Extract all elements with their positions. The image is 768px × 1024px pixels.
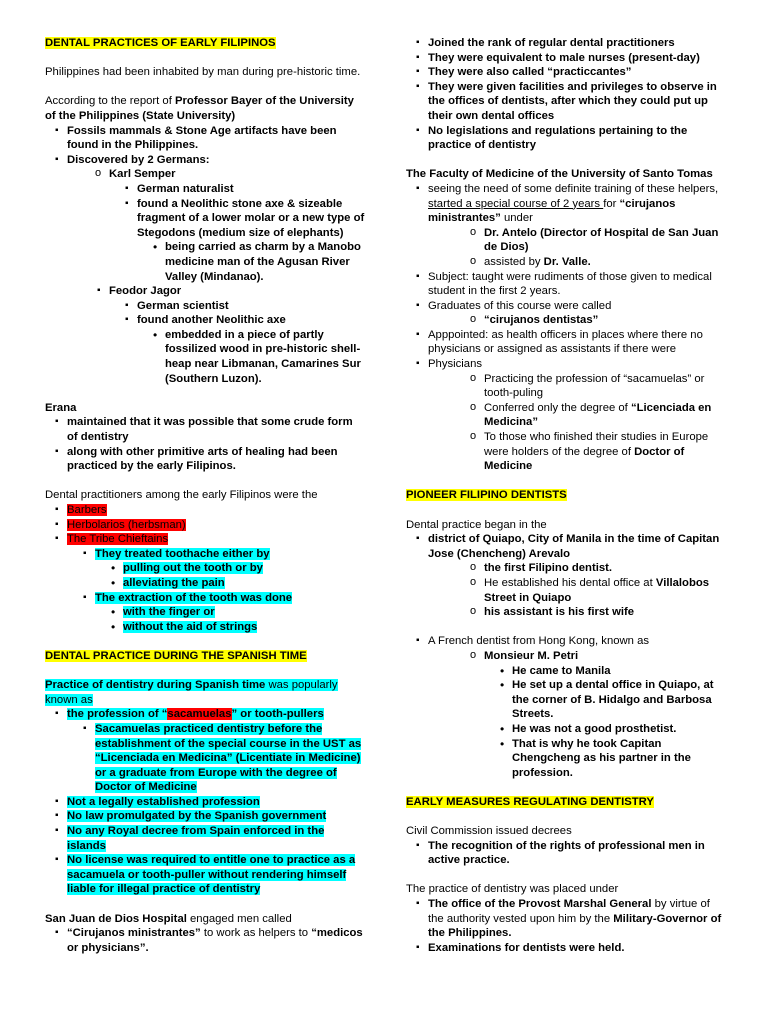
list-item: ▪ Joined the rank of regular dental practitioners bbox=[406, 36, 726, 51]
paragraph-prehistoric: Philippines had been inhabited by man during pre-historic time. bbox=[45, 66, 361, 79]
section-heading-pioneer-dentists: PIONEER FILIPINO DENTISTS bbox=[406, 489, 567, 502]
list-item: • That is why he took Capitan Chengcheng as his partner in the profession. bbox=[498, 737, 726, 781]
section-heading-spanish-time: DENTAL PRACTICE DURING THE SPANISH TIME bbox=[45, 649, 307, 662]
paragraph-dental-began: Dental practice began in the bbox=[406, 518, 547, 531]
list-item: • He set up a dental office in Quiapo, at the corner of B. Hidalgo and Barbosa Streets. bbox=[498, 678, 726, 722]
list-civil bbox=[406, 839, 726, 868]
list-item: ▪ They were equivalent to male nurses (present-day) bbox=[406, 51, 726, 66]
list-item: ▪ seeing the need of some definite training of these helpers, started a special course of 2 years for “cirujanos ministrantes” under o Dr. Antelo (Director of Hospital de San Juan de Dios) o assisted by Dr. Valle. bbox=[406, 182, 726, 270]
list-item: • alleviating the pain bbox=[109, 576, 365, 591]
list-item: ▪ No any Royal decree from Spain enforced in the islands bbox=[45, 824, 365, 853]
list-item: o “cirujanos dentistas” bbox=[470, 313, 726, 328]
list-item: ▪ the profession of “sacamuelas” or tooth-pullers ▪ Sacamuelas practiced dentistry before the establishment of the special course in the UST as “Licenciada en Medicina” (Licentiate in Medicine) or a graduate from Europe with the degree of Doctor of Medicine bbox=[45, 707, 365, 795]
section-heading-early-measures: EARLY MEASURES REGULATING DENTISTRY bbox=[406, 795, 654, 808]
paragraph-civil-commission: Civil Commission issued decrees bbox=[406, 825, 572, 838]
list-item: o To those who finished their studies in Europe were holders of the degree of Doctor of Medicine bbox=[470, 430, 726, 474]
list-item: ▪ They were given facilities and privileges to observe in the offices of dentists, after which they could put up their own dental offices bbox=[406, 80, 726, 124]
list-item: o assisted by Dr. Valle. bbox=[470, 255, 726, 270]
list-item: o Practicing the profession of “sacamuelas” or tooth-puling bbox=[470, 372, 726, 401]
list-erana bbox=[45, 415, 365, 473]
list-item-semper: o Karl Semper ▪ German naturalist ▪ found a Neolithic stone axe & sizeable fragment of a lower molar or a new type of Stegodons (medium size of elephants) • being carried as charm by a Manobo medicine man of the Agusan River Valley (Mindanao). bbox=[95, 167, 365, 284]
list-item: ▪ Not a legally established profession bbox=[45, 795, 365, 810]
list-item: • He was not a good prosthetist. bbox=[498, 722, 726, 737]
list-item: ▪ Fossils mammals & Stone Age artifacts have been found in the Philippines. bbox=[45, 124, 365, 153]
list-item: ▪ Sacamuelas practiced dentistry before the establishment of the special course in the UST as “Licenciada en Medicina” (Licentiate in Medicine) or a graduate from Europe with the degree of Doctor of Medicine bbox=[81, 722, 365, 795]
list-item: ▪ German scientist bbox=[123, 299, 365, 314]
list-item: ▪ The extraction of the tooth was done • with the finger or • without the aid of strings bbox=[81, 591, 365, 635]
left-column bbox=[45, 36, 365, 955]
list-item: • embedded in a piece of partly fossilized wood in pre-historic shell-heap near Libmanan, Camarines Sur (Southern Luzon). bbox=[151, 328, 365, 386]
list-practitioners bbox=[45, 503, 365, 634]
list-item: o the first Filipino dentist. bbox=[470, 561, 726, 576]
list-item: ▪ found a Neolithic stone axe & sizeable fragment of a lower molar or a new type of Stegodons (medium size of elephants) • being carried as charm by a Manobo medicine man of the Agusan River Valley (Mindanao). bbox=[123, 197, 365, 285]
paragraph-practitioners: Dental practitioners among the early Filipinos were the bbox=[45, 489, 318, 502]
list-ust bbox=[406, 182, 726, 474]
list-item: ▪ Barbers bbox=[45, 503, 365, 518]
list-item: ▪ Discovered by 2 Germans: o Karl Semper ▪ German naturalist ▪ found a Neolithic stone axe & sizeable fragment of a lower molar or a new type of Stegodons (medium size of elephants) • being carried as charm by a Manobo medicine man of the Agusan River Valley (Mindanao). ▪ Feodor Jagor ▪ German scientist ▪ found another Neolithic axe • embedded in a piece of partly fossilized wood in pre-historic shell-heap near Libmanan, Camarines Sur (Southern Luzon). bbox=[45, 153, 365, 387]
list-item: ▪ along with other primitive arts of healing had been practiced by the early Filipinos. bbox=[45, 445, 365, 474]
list-cirujanos bbox=[406, 36, 726, 153]
paragraph-bayer-report: According to the report of Professor Bayer of the University of the Philippines (State University) bbox=[45, 95, 354, 122]
list-item: o Dr. Antelo (Director of Hospital de San Juan de Dios) bbox=[470, 226, 726, 255]
list-item: ▪ Subject: taught were rudiments of those given to medical student in the first 2 years. bbox=[406, 270, 726, 299]
section-heading-early-filipinos: DENTAL PRACTICES OF EARLY FILIPINOS bbox=[45, 37, 276, 49]
list-item: ▪ Herbolarios (herbsman) bbox=[45, 518, 365, 533]
list-item: ▪ Apppointed: as health officers in places where there no physicians or assigned as assistants if there were bbox=[406, 328, 726, 357]
list-item: ▪ They treated toothache either by • pulling out the tooth or by • alleviating the pain bbox=[81, 547, 365, 591]
list-item: ▪ The recognition of the rights of professional men in active practice. bbox=[406, 839, 726, 868]
list-item: • being carried as charm by a Manobo medicine man of the Agusan River Valley (Mindanao). bbox=[151, 240, 365, 284]
list-provost bbox=[406, 897, 726, 955]
list-quiapo bbox=[406, 532, 726, 620]
list-item: ▪ Graduates of this course were called o “cirujanos dentistas” bbox=[406, 299, 726, 328]
erana-heading: Erana bbox=[45, 401, 77, 414]
list-item: • pulling out the tooth or by bbox=[109, 561, 365, 576]
list-item: ▪ A French dentist from Hong Kong, known as o Monsieur M. Petri • He came to Manila • He set up a dental office in Quiapo, at the corner of B. Hidalgo and Barbosa Streets. • He was not a good prosthetist. • That is why he took Capitan Chengcheng as his partner in the profession. bbox=[406, 634, 726, 780]
list-san-juan bbox=[45, 926, 365, 955]
list-french-dentist bbox=[406, 634, 726, 780]
list-item: • without the aid of strings bbox=[109, 620, 365, 635]
list-item: o He established his dental office at Villalobos Street in Quiapo bbox=[470, 576, 726, 605]
list-bayer bbox=[45, 124, 365, 387]
list-item: o his assistant is his first wife bbox=[470, 605, 726, 620]
paragraph-placed-under: The practice of dentistry was placed under bbox=[406, 883, 619, 896]
list-item: ▪ Physicians o Practicing the profession of “sacamuelas” or tooth-puling o Conferred only the degree of “Licenciada en Medicina” o To those who finished their studies in Europe were holders of the degree of Doctor of Medicine bbox=[406, 357, 726, 474]
list-item: ▪ No legislations and regulations pertaining to the practice of dentistry bbox=[406, 124, 726, 153]
list-item: ▪ found another Neolithic axe • embedded in a piece of partly fossilized wood in pre-historic shell-heap near Libmanan, Camarines Sur (Southern Luzon). bbox=[123, 313, 365, 386]
list-item: ▪ The office of the Provost Marshal General by virtue of the authority vested upon him by the Military-Governor of the Philippines. bbox=[406, 897, 726, 941]
paragraph-spanish-practice: Practice of dentistry during Spanish time was popularly known as bbox=[45, 679, 338, 706]
list-spanish bbox=[45, 707, 365, 897]
list-item: ▪ The Tribe Chieftains ▪ They treated toothache either by • pulling out the tooth or by • alleviating the pain ▪ The extraction of the tooth was done • with the finger or • without the aid of strings bbox=[45, 532, 365, 634]
list-item: ▪ maintained that it was possible that some crude form of dentistry bbox=[45, 415, 365, 444]
list-item: o Monsieur M. Petri • He came to Manila • He set up a dental office in Quiapo, at the corner of B. Hidalgo and Barbosa Streets. • He was not a good prosthetist. • That is why he took Capitan Chengcheng as his partner in the profession. bbox=[470, 649, 726, 780]
paragraph-san-juan: San Juan de Dios Hospital engaged men called bbox=[45, 912, 292, 925]
list-item: ▪ Examinations for dentists were held. bbox=[406, 941, 726, 956]
right-column bbox=[406, 36, 726, 955]
list-item: ▪ No law promulgated by the Spanish government bbox=[45, 809, 365, 824]
list-item-jagor: ▪ Feodor Jagor ▪ German scientist ▪ found another Neolithic axe • embedded in a piece of partly fossilized wood in pre-historic shell-heap near Libmanan, Camarines Sur (Southern Luzon). bbox=[95, 284, 365, 386]
list-item: • with the finger or bbox=[109, 605, 365, 620]
list-item: ▪ district of Quiapo, City of Manila in the time of Capitan Jose (Chencheng) Arevalo o the first Filipino dentist. o He established his dental office at Villalobos Street in Quiapo o his assistant is his first wife bbox=[406, 532, 726, 620]
list-item: • He came to Manila bbox=[498, 664, 726, 679]
list-item: o Conferred only the degree of “Licenciada en Medicina” bbox=[470, 401, 726, 430]
ust-heading: The Faculty of Medicine of the University of Santo Tomas bbox=[406, 168, 713, 181]
list-item: ▪ German naturalist bbox=[123, 182, 365, 197]
list-item: ▪ They were also called “practiccantes” bbox=[406, 65, 726, 80]
list-item: ▪ No license was required to entitle one to practice as a sacamuela or tooth-puller without rendering himself liable for illegal practice of dentistry bbox=[45, 853, 365, 897]
list-item: ▪ “Cirujanos ministrantes” to work as helpers to “medicos or physicians”. bbox=[45, 926, 365, 955]
